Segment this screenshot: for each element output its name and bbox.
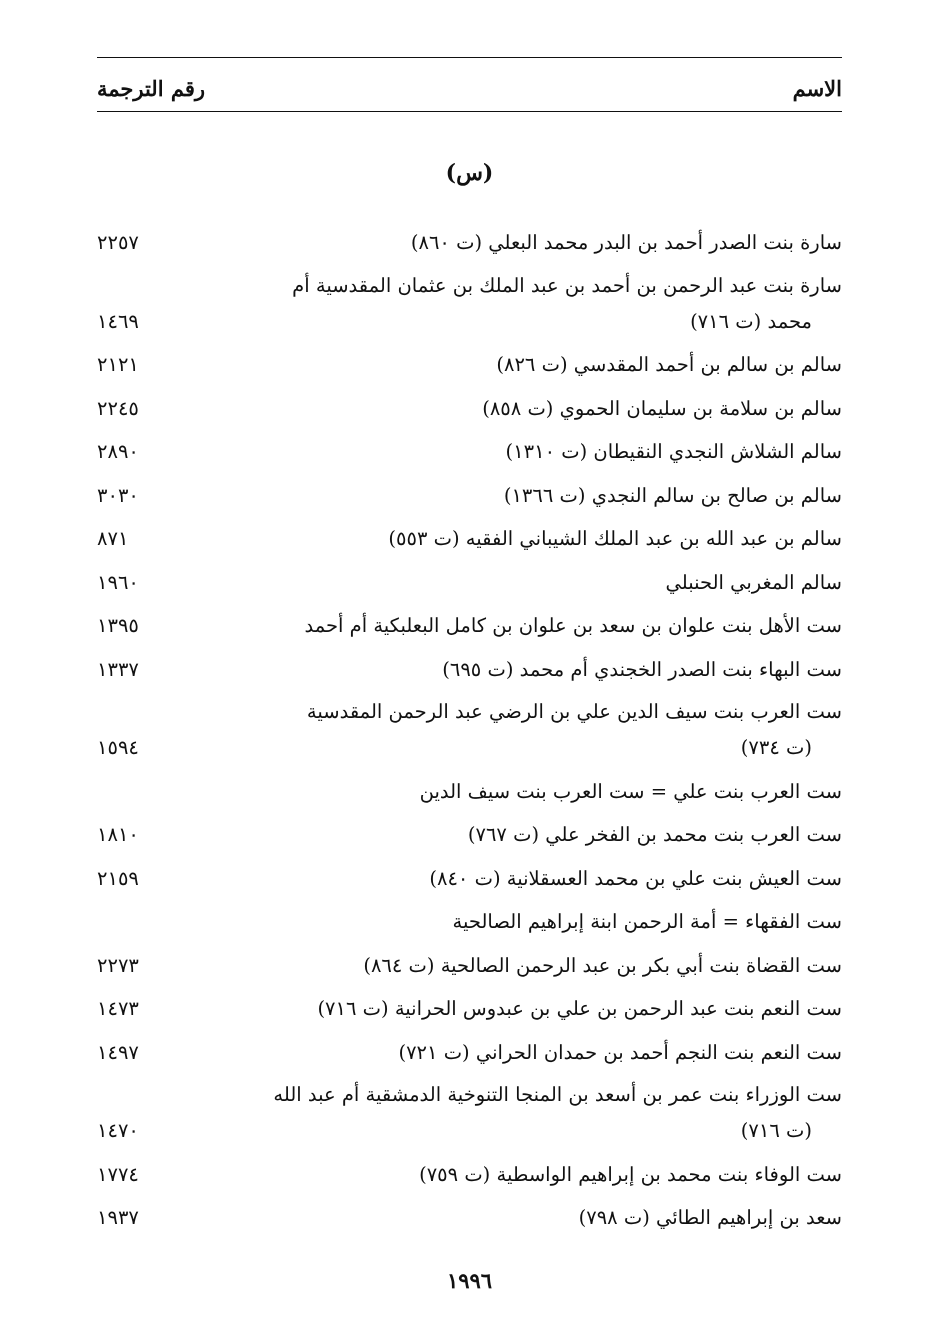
index-entry bbox=[97, 346, 842, 383]
entry-number: ١٤٩٧ bbox=[97, 1040, 139, 1064]
entry-name-text: ست الوفاء بنت محمد بن إبراهيم الواسطية (ت ٧٥٩) bbox=[419, 1162, 842, 1186]
index-entry bbox=[97, 947, 842, 984]
entry-number: ٢٢٥٧ bbox=[97, 231, 139, 254]
index-entry bbox=[97, 564, 842, 601]
entry-name-text: ست الوزراء بنت عمر بن أسعد بن المنجا التنوخية الدمشقية أم عبد الله bbox=[273, 1083, 842, 1106]
name-column-heading: الاسم bbox=[792, 75, 842, 101]
header-bottom-rule bbox=[97, 111, 842, 112]
index-entry bbox=[97, 773, 842, 810]
entry-name-text: سالم الشلاش النجدي النقيطان (ت ١٣١٠) bbox=[505, 440, 842, 463]
entry-number: ٢٨٩٠ bbox=[97, 440, 139, 463]
index-entry bbox=[97, 607, 842, 644]
entry-name-text: سعد بن إبراهيم الطائي (ت ٧٩٨) bbox=[578, 1206, 842, 1229]
entry-name bbox=[194, 390, 842, 427]
entry-name bbox=[194, 268, 842, 340]
index-entry bbox=[97, 390, 842, 427]
page-number: ١٩٩٦ bbox=[446, 1268, 493, 1293]
index-entry bbox=[97, 477, 842, 514]
entry-name bbox=[194, 773, 842, 810]
entry-name bbox=[194, 1199, 842, 1236]
entry-name bbox=[194, 477, 842, 514]
entry-name-text: ست العرب بنت علي = ست العرب بنت سيف الدين bbox=[419, 779, 842, 803]
entry-name-text: ست العرب بنت محمد بن الفخر علي (ت ٧٦٧) bbox=[467, 823, 842, 846]
entry-name-text: سالم بن سالم بن أحمد المقدسي (ت ٨٢٦) bbox=[496, 353, 842, 376]
index-entry bbox=[97, 433, 842, 470]
entry-number-column-heading: رقم الترجمة bbox=[97, 75, 206, 101]
entry-name-text: ست القضاة بنت أبي بكر بن عبد الرحمن الصالحية (ت ٨٦٤) bbox=[363, 953, 842, 977]
entry-name bbox=[194, 520, 842, 557]
entry-name-text: ست البهاء بنت الصدر الخجندي أم محمد (ت ٦٩٥) bbox=[442, 657, 842, 681]
entry-name-continuation: (ت ٧٣٤) bbox=[740, 736, 812, 759]
entry-number: ١٩٣٧ bbox=[97, 1206, 139, 1229]
index-entry bbox=[97, 990, 842, 1027]
index-entry bbox=[97, 1156, 842, 1193]
entry-name-text: سالم بن عبد الله بن عبد الملك الشيباني الفقيه (ت ٥٥٣) bbox=[388, 527, 842, 550]
index-entry bbox=[97, 1034, 842, 1071]
index-entry bbox=[97, 268, 842, 340]
entry-name bbox=[194, 564, 842, 601]
entry-name-text: ست الأهل بنت علوان بن سعد بن علوان بن كامل البعلبكية أم أحمد bbox=[304, 614, 842, 637]
entry-name bbox=[194, 903, 842, 940]
entry-number: ١٨١٠ bbox=[97, 823, 139, 846]
entry-number: ١٤٦٩ bbox=[97, 309, 139, 333]
entry-name bbox=[194, 694, 842, 766]
entry-number: ٢٢٤٥ bbox=[97, 396, 139, 420]
document-page bbox=[97, 0, 842, 1337]
entry-name bbox=[194, 224, 842, 261]
entry-number: ١٤٧٠ bbox=[97, 1119, 139, 1142]
section-letter: (س) bbox=[445, 160, 494, 186]
entry-name-continuation: (ت ٧١٦) bbox=[740, 1119, 812, 1142]
entry-name-continuation: محمد (ت ٧١٦) bbox=[690, 309, 812, 333]
column-header bbox=[97, 70, 842, 106]
index-entry bbox=[97, 1199, 842, 1236]
entry-number: ١٣٣٧ bbox=[97, 657, 139, 681]
index-entry bbox=[97, 694, 842, 766]
entry-number: ١٣٩٥ bbox=[97, 614, 139, 637]
index-entries bbox=[97, 224, 842, 1243]
index-entry bbox=[97, 903, 842, 940]
entry-number: ١٩٦٠ bbox=[97, 570, 139, 594]
entry-name bbox=[194, 1077, 842, 1149]
entry-number: ٣٠٣٠ bbox=[97, 483, 139, 507]
entry-name bbox=[194, 990, 842, 1027]
entry-number: ٢٢٧٣ bbox=[97, 953, 139, 977]
header-top-rule bbox=[97, 57, 842, 58]
index-entry bbox=[97, 860, 842, 897]
entry-name-text: سالم بن صالح بن سالم النجدي (ت ١٣٦٦) bbox=[503, 483, 842, 507]
entry-name-text: سالم بن سلامة بن سليمان الحموي (ت ٨٥٨) bbox=[482, 396, 842, 420]
index-entry bbox=[97, 520, 842, 557]
entry-number: ٢١٥٩ bbox=[97, 866, 139, 890]
entry-name-text: سارة بنت عبد الرحمن بن أحمد بن عبد الملك بن عثمان المقدسية أم bbox=[292, 273, 842, 297]
entry-name bbox=[194, 607, 842, 644]
entry-name-text: ست العرب بنت سيف الدين علي بن الرضي عبد الرحمن المقدسية bbox=[306, 700, 842, 723]
entry-number: ١٤٧٣ bbox=[97, 997, 139, 1020]
entry-name bbox=[194, 947, 842, 984]
entry-name bbox=[194, 1034, 842, 1071]
entry-number: ٢١٢١ bbox=[97, 353, 139, 376]
entry-name-text: ست النعم بنت النجم أحمد بن حمدان الحراني (ت ٧٢١) bbox=[398, 1040, 842, 1064]
entry-name bbox=[194, 433, 842, 470]
entry-name bbox=[194, 651, 842, 688]
entry-name bbox=[194, 346, 842, 383]
entry-name bbox=[194, 860, 842, 897]
entry-number: ١٥٩٤ bbox=[97, 736, 139, 759]
entry-name bbox=[194, 816, 842, 853]
entry-name-text: سارة بنت الصدر أحمد بن البدر محمد البعلي (ت ٨٦٠) bbox=[410, 231, 842, 254]
index-entry bbox=[97, 651, 842, 688]
entry-name-text: سالم المغربي الحنبلي bbox=[665, 570, 842, 594]
index-entry bbox=[97, 816, 842, 853]
entry-name bbox=[194, 1156, 842, 1193]
index-entry bbox=[97, 1077, 842, 1149]
entry-number: ١٧٧٤ bbox=[97, 1162, 139, 1186]
entry-name-text: ست الفقهاء = أمة الرحمن ابنة إبراهيم الصالحية bbox=[452, 910, 842, 933]
entry-name-text: ست النعم بنت عبد الرحمن بن علي بن عبدوس الحرانية (ت ٧١٦) bbox=[317, 997, 842, 1020]
entry-number: ٨٧١ bbox=[97, 527, 129, 550]
entry-name-text: ست العيش بنت علي بن محمد العسقلانية (ت ٨٤٠) bbox=[429, 866, 842, 890]
index-entry bbox=[97, 224, 842, 261]
